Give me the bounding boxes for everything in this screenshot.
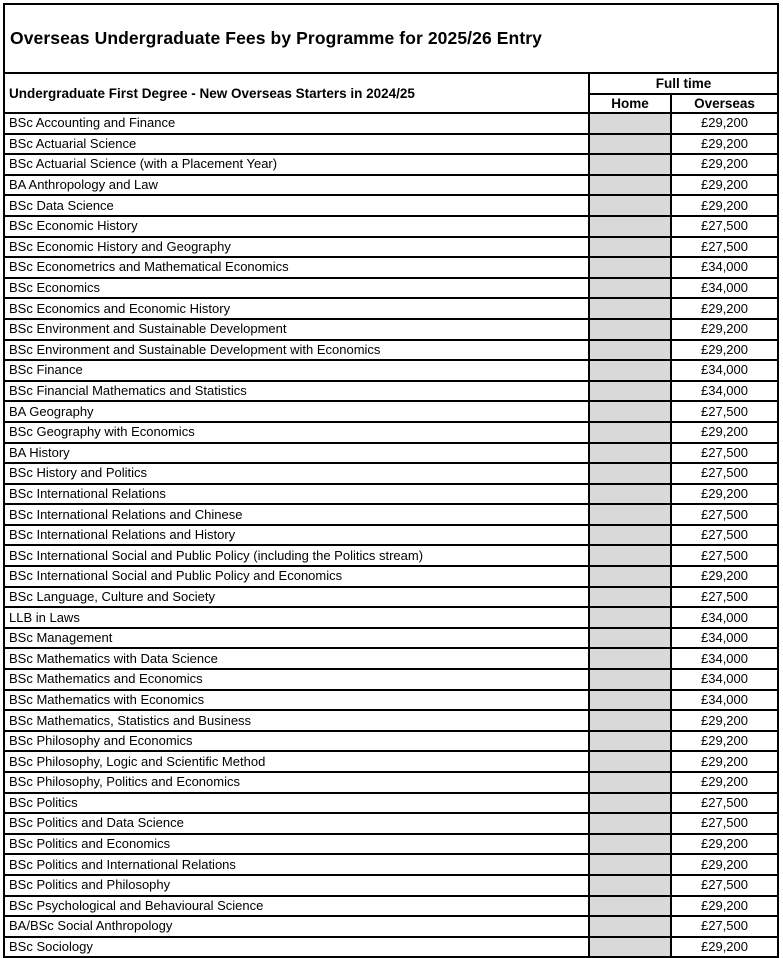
overseas-fee: £34,000 xyxy=(671,648,778,669)
table-row xyxy=(4,690,778,711)
overseas-fee: £29,200 xyxy=(671,834,778,855)
table-row xyxy=(4,278,778,299)
programme-name: BSc International Social and Public Policy (including the Politics stream) xyxy=(4,545,589,566)
home-fee xyxy=(589,463,671,484)
overseas-fee: £29,200 xyxy=(671,340,778,361)
table-row xyxy=(4,896,778,917)
home-fee xyxy=(589,607,671,628)
programme-name: BSc International Relations and Chinese xyxy=(4,504,589,525)
overseas-fee: £34,000 xyxy=(671,278,778,299)
overseas-fee: £29,200 xyxy=(671,731,778,752)
overseas-fee: £29,200 xyxy=(671,134,778,155)
home-fee xyxy=(589,443,671,464)
home-fee xyxy=(589,772,671,793)
table-row xyxy=(4,443,778,464)
programme-name: BA Geography xyxy=(4,401,589,422)
overseas-fee: £34,000 xyxy=(671,360,778,381)
table-row xyxy=(4,607,778,628)
column-header-overseas: Overseas xyxy=(671,94,778,113)
home-fee xyxy=(589,484,671,505)
programme-name: BSc Economics xyxy=(4,278,589,299)
home-fee xyxy=(589,360,671,381)
home-fee xyxy=(589,257,671,278)
programme-name: LLB in Laws xyxy=(4,607,589,628)
table-row xyxy=(4,422,778,443)
programme-name: BSc Politics and International Relations xyxy=(4,854,589,875)
overseas-fee: £27,500 xyxy=(671,463,778,484)
header-row-group xyxy=(4,73,778,94)
programme-name: BSc Psychological and Behavioural Science xyxy=(4,896,589,917)
table-row xyxy=(4,484,778,505)
home-fee xyxy=(589,319,671,340)
table-row xyxy=(4,401,778,422)
home-fee xyxy=(589,875,671,896)
table-subtitle: Undergraduate First Degree - New Overseas Starters in 2024/25 xyxy=(4,73,589,113)
overseas-fee: £29,200 xyxy=(671,751,778,772)
programme-name: BSc Mathematics with Data Science xyxy=(4,648,589,669)
overseas-fee: £29,200 xyxy=(671,195,778,216)
table-row xyxy=(4,566,778,587)
table-row xyxy=(4,381,778,402)
title-row xyxy=(4,4,778,73)
overseas-fee: £27,500 xyxy=(671,875,778,896)
overseas-fee: £27,500 xyxy=(671,504,778,525)
overseas-fee: £29,200 xyxy=(671,113,778,134)
programme-name: BSc Financial Mathematics and Statistics xyxy=(4,381,589,402)
home-fee xyxy=(589,834,671,855)
home-fee xyxy=(589,648,671,669)
overseas-fee: £27,500 xyxy=(671,443,778,464)
overseas-fee: £27,500 xyxy=(671,216,778,237)
table-row xyxy=(4,772,778,793)
overseas-fee: £29,200 xyxy=(671,772,778,793)
home-fee xyxy=(589,896,671,917)
overseas-fee: £27,500 xyxy=(671,793,778,814)
overseas-fee: £27,500 xyxy=(671,525,778,546)
overseas-fee: £34,000 xyxy=(671,257,778,278)
table-row xyxy=(4,813,778,834)
table-row xyxy=(4,134,778,155)
overseas-fee: £27,500 xyxy=(671,813,778,834)
home-fee xyxy=(589,731,671,752)
overseas-fee: £29,200 xyxy=(671,298,778,319)
column-group-full-time: Full time xyxy=(589,73,778,94)
table-row xyxy=(4,154,778,175)
home-fee xyxy=(589,113,671,134)
table-header xyxy=(4,4,778,113)
table-row xyxy=(4,257,778,278)
overseas-fee: £27,500 xyxy=(671,587,778,608)
home-fee xyxy=(589,793,671,814)
overseas-fee: £29,200 xyxy=(671,896,778,917)
programme-name: BSc Philosophy, Politics and Economics xyxy=(4,772,589,793)
table-row xyxy=(4,175,778,196)
home-fee xyxy=(589,669,671,690)
home-fee xyxy=(589,916,671,937)
home-fee xyxy=(589,298,671,319)
overseas-fee: £29,200 xyxy=(671,484,778,505)
table-row xyxy=(4,731,778,752)
table-row xyxy=(4,298,778,319)
programme-name: BSc International Relations and History xyxy=(4,525,589,546)
home-fee xyxy=(589,545,671,566)
table-row xyxy=(4,504,778,525)
home-fee xyxy=(589,237,671,258)
table-row xyxy=(4,669,778,690)
programme-name: BSc Mathematics and Economics xyxy=(4,669,589,690)
table-row xyxy=(4,113,778,134)
home-fee xyxy=(589,566,671,587)
table-row xyxy=(4,628,778,649)
table-row xyxy=(4,751,778,772)
home-fee xyxy=(589,154,671,175)
programme-name: BSc Environment and Sustainable Development with Economics xyxy=(4,340,589,361)
home-fee xyxy=(589,854,671,875)
overseas-fee: £29,200 xyxy=(671,937,778,958)
overseas-fee: £27,500 xyxy=(671,916,778,937)
home-fee xyxy=(589,937,671,958)
overseas-fee: £27,500 xyxy=(671,237,778,258)
overseas-fee: £34,000 xyxy=(671,381,778,402)
programme-name: BSc Mathematics with Economics xyxy=(4,690,589,711)
home-fee xyxy=(589,195,671,216)
programme-name: BSc History and Politics xyxy=(4,463,589,484)
programme-name: BA/BSc Social Anthropology xyxy=(4,916,589,937)
table-row xyxy=(4,834,778,855)
programme-name: BSc Economic History and Geography xyxy=(4,237,589,258)
home-fee xyxy=(589,587,671,608)
programme-name: BSc Language, Culture and Society xyxy=(4,587,589,608)
home-fee xyxy=(589,134,671,155)
home-fee xyxy=(589,690,671,711)
overseas-fee: £29,200 xyxy=(671,854,778,875)
table-row xyxy=(4,237,778,258)
table-row xyxy=(4,340,778,361)
table-row xyxy=(4,319,778,340)
programme-name: BA History xyxy=(4,443,589,464)
table-row xyxy=(4,545,778,566)
overseas-fee: £29,200 xyxy=(671,154,778,175)
programme-name: BSc Finance xyxy=(4,360,589,381)
overseas-fee: £29,200 xyxy=(671,422,778,443)
programme-name: BSc Data Science xyxy=(4,195,589,216)
table-row xyxy=(4,525,778,546)
overseas-fee: £34,000 xyxy=(671,607,778,628)
programme-name: BSc Geography with Economics xyxy=(4,422,589,443)
overseas-fee: £29,200 xyxy=(671,566,778,587)
programme-name: BSc Management xyxy=(4,628,589,649)
home-fee xyxy=(589,340,671,361)
table-row xyxy=(4,793,778,814)
table-row xyxy=(4,937,778,958)
table-row xyxy=(4,648,778,669)
programme-name: BSc Econometrics and Mathematical Economics xyxy=(4,257,589,278)
table-row xyxy=(4,195,778,216)
programme-name: BSc Mathematics, Statistics and Business xyxy=(4,710,589,731)
programme-name: BSc Politics and Data Science xyxy=(4,813,589,834)
table-row xyxy=(4,587,778,608)
home-fee xyxy=(589,504,671,525)
home-fee xyxy=(589,813,671,834)
table-row xyxy=(4,916,778,937)
home-fee xyxy=(589,628,671,649)
table-row xyxy=(4,360,778,381)
programme-name: BSc Environment and Sustainable Development xyxy=(4,319,589,340)
overseas-fee: £27,500 xyxy=(671,401,778,422)
programme-name: BSc Economic History xyxy=(4,216,589,237)
table-row xyxy=(4,216,778,237)
programme-name: BSc Politics and Economics xyxy=(4,834,589,855)
page-title: Overseas Undergraduate Fees by Programme for 2025/26 Entry xyxy=(4,4,778,73)
table-row xyxy=(4,854,778,875)
table-row xyxy=(4,875,778,896)
programme-name: BSc Actuarial Science (with a Placement Year) xyxy=(4,154,589,175)
programme-name: BSc Philosophy and Economics xyxy=(4,731,589,752)
home-fee xyxy=(589,525,671,546)
overseas-fee: £29,200 xyxy=(671,175,778,196)
column-header-home: Home xyxy=(589,94,671,113)
programme-name: BSc Sociology xyxy=(4,937,589,958)
programme-name: BSc Economics and Economic History xyxy=(4,298,589,319)
overseas-fee: £27,500 xyxy=(671,545,778,566)
home-fee xyxy=(589,422,671,443)
programme-name: BSc Politics xyxy=(4,793,589,814)
home-fee xyxy=(589,216,671,237)
overseas-fee: £29,200 xyxy=(671,710,778,731)
programme-name: BA Anthropology and Law xyxy=(4,175,589,196)
programme-name: BSc Politics and Philosophy xyxy=(4,875,589,896)
home-fee xyxy=(589,710,671,731)
overseas-fee: £34,000 xyxy=(671,690,778,711)
table-row xyxy=(4,463,778,484)
programme-name: BSc Actuarial Science xyxy=(4,134,589,155)
fees-table xyxy=(3,3,779,958)
programme-name: BSc Philosophy, Logic and Scientific Method xyxy=(4,751,589,772)
table-body xyxy=(4,113,778,957)
home-fee xyxy=(589,175,671,196)
home-fee xyxy=(589,381,671,402)
programme-name: BSc International Social and Public Policy and Economics xyxy=(4,566,589,587)
overseas-fee: £29,200 xyxy=(671,319,778,340)
programme-name: BSc Accounting and Finance xyxy=(4,113,589,134)
home-fee xyxy=(589,751,671,772)
home-fee xyxy=(589,401,671,422)
table-row xyxy=(4,710,778,731)
overseas-fee: £34,000 xyxy=(671,669,778,690)
programme-name: BSc International Relations xyxy=(4,484,589,505)
home-fee xyxy=(589,278,671,299)
overseas-fee: £34,000 xyxy=(671,628,778,649)
